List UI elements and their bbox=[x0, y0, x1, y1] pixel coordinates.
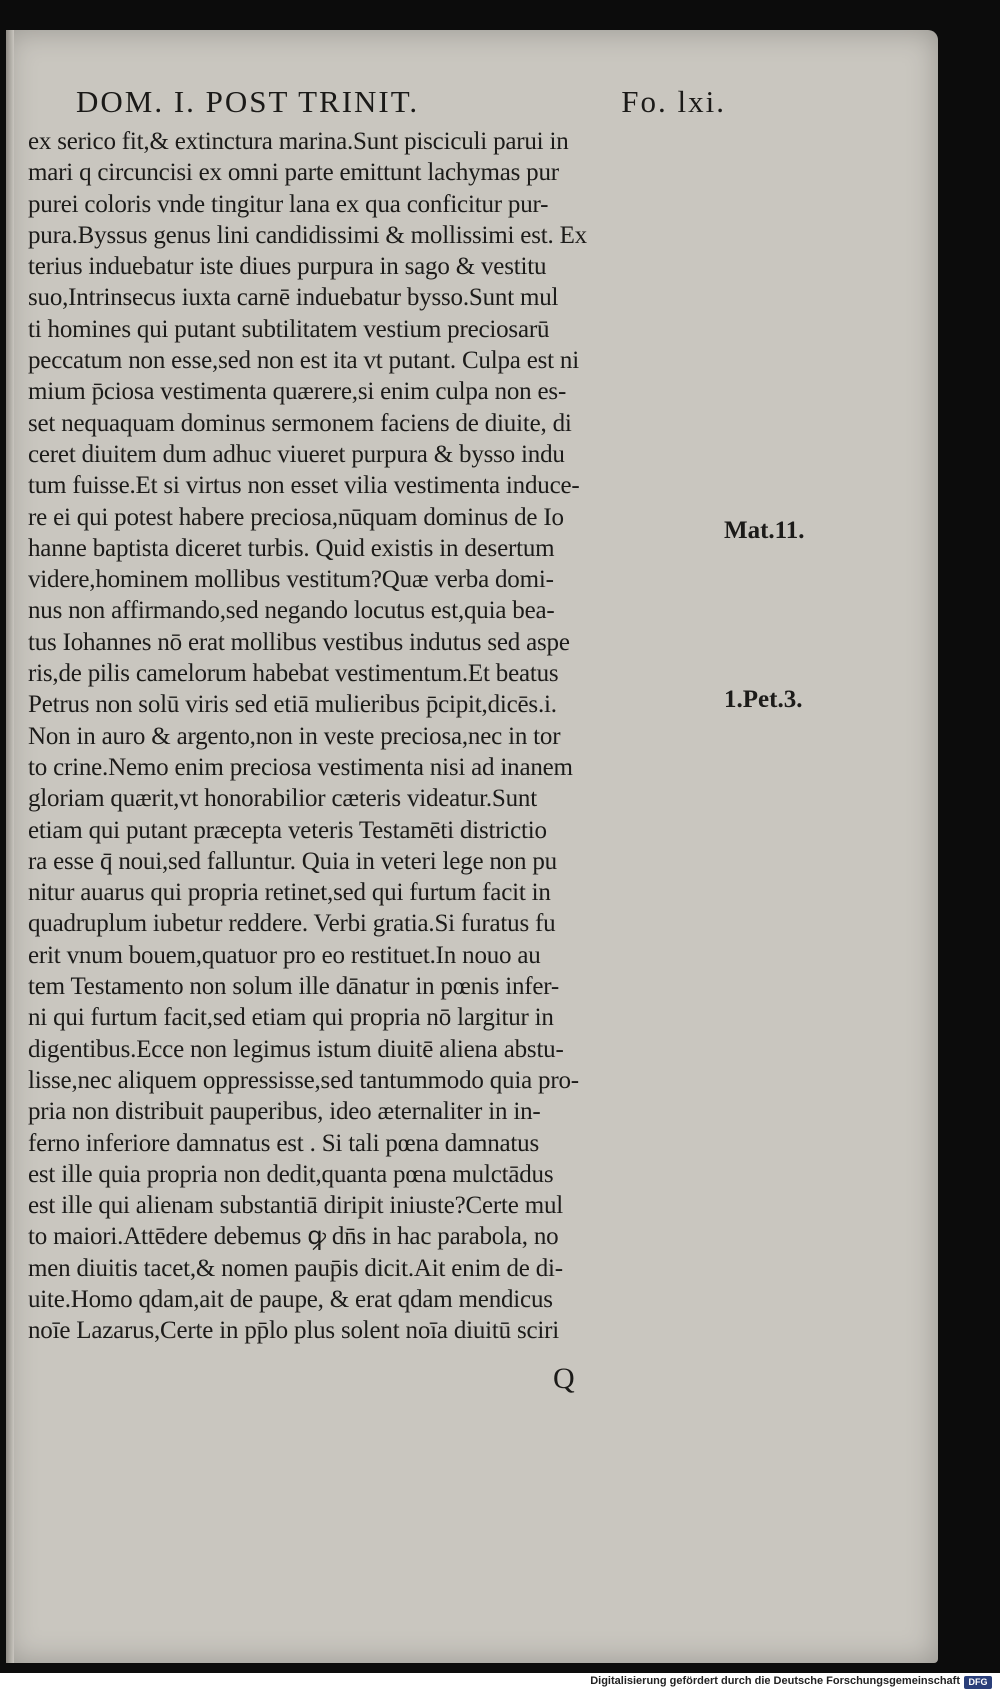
text-line: nitur auarus qui propria retinet,sed qui furtum facit in bbox=[28, 879, 551, 907]
text-line: to crine.Nemo enim preciosa vestimenta nisi ad inanem bbox=[28, 753, 573, 781]
text-line: videre,hominem mollibus vestitum?Quæ verba domi- bbox=[28, 566, 554, 594]
text-line: to maiori.Attēdere debemus ꝙ dn̄s in hac parabola, no bbox=[28, 1223, 559, 1251]
text-line: men diuitis tacet,& nomen paup̄is dicit.Ait enim de di- bbox=[28, 1254, 563, 1282]
text-line: mari q circuncisi ex omni parte emittunt lachymas pur bbox=[28, 159, 559, 187]
text-line: Non in auro & argento,non in veste preciosa,nec in tor bbox=[28, 722, 561, 750]
dfg-logo: DFG bbox=[964, 1676, 992, 1689]
text-line: tum fuisse.Et si virtus non esset vilia vestimenta induce- bbox=[28, 472, 580, 500]
text-line: ni qui furtum facit,sed etiam qui propria nō largitur in bbox=[28, 1004, 554, 1032]
text-line: tem Testamento non solum ille dānatur in pœnis infer- bbox=[28, 973, 560, 1001]
text-line: set nequaquam dominus sermonem faciens de diuite, di bbox=[28, 409, 572, 437]
page-gutter bbox=[6, 30, 14, 1663]
text-line: lisse,nec aliquem oppressisse,sed tantummodo quia pro- bbox=[28, 1066, 579, 1094]
text-line: digentibus.Ecce non legimus istum diuitē aliena abstu- bbox=[28, 1035, 564, 1063]
text-line: hanne baptista diceret turbis. Quid existis in desertum bbox=[28, 534, 555, 562]
margin-note-matthew: Mat.11. bbox=[724, 517, 805, 544]
text-line: ti homines qui putant subtilitatem vestium preciosarū bbox=[28, 315, 550, 343]
text-line: uite.Homo qdam,ait de paupe, & erat qdam mendicus bbox=[28, 1285, 553, 1313]
text-line: erit vnum bouem,quatuor pro eo restituet.In nouo au bbox=[28, 941, 541, 969]
text-line: nus non affirmando,sed negando locutus est,quia bea- bbox=[28, 597, 555, 625]
text-line: mium p̄ciosa vestimenta quærere,si enim culpa non es- bbox=[28, 378, 567, 406]
text-line: terius induebatur iste diues purpura in sago & vestitu bbox=[28, 253, 547, 281]
running-header bbox=[76, 84, 726, 128]
text-line: ferno inferiore damnatus est . Si tali pœna damnatus bbox=[28, 1129, 539, 1157]
text-line: est ille quia propria non dedit,quanta pœna mulctādus bbox=[28, 1160, 554, 1188]
running-header-title: DOM. I. POST TRINIT. bbox=[76, 84, 420, 119]
funding-credit: Digitalisierung gefördert durch die Deutsche Forschungsgemeinschaft bbox=[590, 1675, 960, 1687]
text-line: ra esse q̄ noui,sed falluntur. Quia in veteri lege non pu bbox=[28, 847, 557, 875]
text-line: re ei qui potest habere preciosa,nūquam dominus de Io bbox=[28, 503, 564, 531]
text-line: ex serico fit,& extinctura marina.Sunt pisciculi parui in bbox=[28, 128, 569, 155]
text-line: Petrus non solū viris sed etiā mulieribus p̄cipit,dicēs.i. bbox=[28, 691, 557, 719]
footer-bar bbox=[0, 1673, 1000, 1693]
text-line: ceret diuitem dum adhuc viueret purpura & bysso indu bbox=[28, 440, 565, 468]
text-line: quadruplum iubetur reddere. Verbi gratia.Si furatus fu bbox=[28, 910, 556, 938]
text-line: pria non distribuit pauperibus, ideo æternaliter in in- bbox=[28, 1098, 541, 1126]
text-line: pura.Byssus genus lini candidissimi & mollissimi est. Ex bbox=[28, 221, 587, 249]
text-line: gloriam quærit,vt honorabilior cæteris videatur.Sunt bbox=[28, 785, 537, 813]
margin-note-peter: 1.Pet.3. bbox=[724, 686, 803, 713]
text-line: ris,de pilis camelorum habebat vestimentum.Et beatus bbox=[28, 660, 559, 688]
main-text bbox=[28, 126, 728, 1347]
text-line: suo,Intrinsecus iuxta carnē induebatur bysso.Sunt mul bbox=[28, 284, 559, 312]
text-line: noīe Lazarus,Certe in pp̄lo plus solent noīa diuitū sciri bbox=[28, 1317, 560, 1345]
text-line: purei coloris vnde tingitur lana ex qua conficitur pur- bbox=[28, 190, 549, 218]
catchword: Q bbox=[553, 1362, 575, 1395]
text-line: etiam qui putant præcepta veteris Testamēti districtio bbox=[28, 816, 547, 844]
text-line: peccatum non esse,sed non est ita vt putant. Culpa est ni bbox=[28, 347, 579, 375]
text-line: tus Iohannes nō erat mollibus vestibus indutus sed aspe bbox=[28, 628, 570, 656]
text-line: est ille qui alienam substantiā diripit iniuste?Certe mul bbox=[28, 1192, 564, 1220]
folio-number: Fo. lxi. bbox=[621, 84, 726, 119]
